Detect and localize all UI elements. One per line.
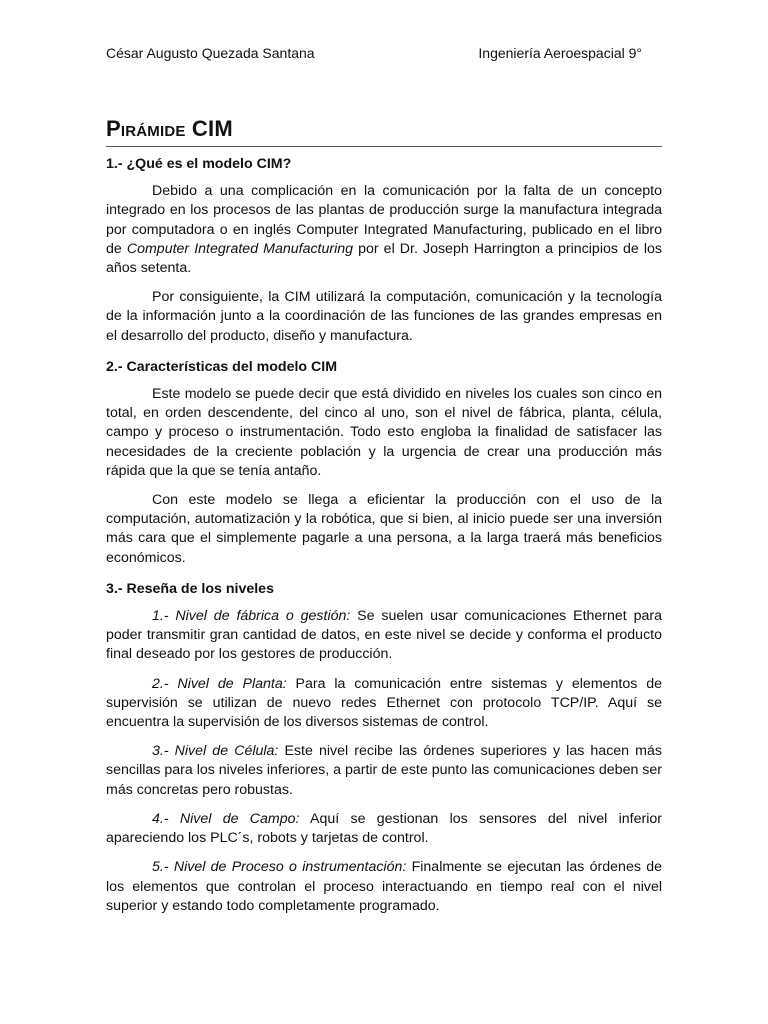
level-label: 3.- Nivel de Célula: — [152, 743, 279, 760]
level-text: Aquí se gestionan los sensores del nivel inferior apareciendo los PLC´s, robots y tarjetas de control. — [106, 810, 662, 847]
book-title: Computer Integrated Manufacturing — [126, 240, 354, 257]
level-label: 5.- Nivel de Proceso o instrumentación: — [152, 859, 407, 876]
level-3-paragraph — [106, 742, 662, 800]
level-4-paragraph — [106, 810, 662, 848]
document-title: Pirámide CIM — [106, 116, 662, 147]
level-label: 1.- Nivel de fábrica o gestión: — [152, 608, 351, 625]
section-2-paragraph-1: Este modelo se puede decir que está dividido en niveles los cuales son cinco en total, en orden descendente, del cinco al uno, son el nivel de fábrica, planta, célula, campo y proceso o instrumentación. Todo esto engloba la finalidad de satisfacer las necesidades de la creciente población y la urgencia de crear una producción más rápida que la que se tenía antaño. — [106, 386, 662, 479]
section-2-heading: 2.- Características del modelo CIM — [106, 358, 338, 375]
level-label: 2.- Nivel de Planta: — [152, 675, 287, 692]
level-text: Para la comunicación entre sistemas y elementos de supervisión se utilizan de nuevo redes Ethernet con protocolo TCP/IP. Aquí se encuentra la supervisión de los diversos sistemas de control. — [106, 675, 663, 731]
document-body — [106, 155, 662, 926]
section-1-paragraph-1 — [106, 182, 662, 278]
level-5-paragraph — [106, 858, 662, 916]
level-text: Se suelen usar comunicaciones Ethernet para poder transmitir gran cantidad de datos, en este nivel se decide y conforma el producto final deseado por los gestores de producción. — [106, 608, 662, 663]
level-text: Este nivel recibe las órdenes superiores y las hacen más sencillas para los niveles inferiores, a partir de este punto las comunicaciones deben ser más concretas pero robustas. — [106, 743, 662, 798]
level-1-paragraph — [106, 607, 662, 665]
section-3-heading: 3.- Reseña de los niveles — [106, 580, 274, 597]
author-name: César Augusto Quezada Santana — [106, 45, 315, 61]
section-1-paragraph-2: Por consiguiente, la CIM utilizará la computación, comunicación y la tecnología de la información junto a la coordinación de las funciones de las grandes empresas en el desarrollo del producto, diseño y manufactura. — [106, 289, 662, 344]
section-1-heading: 1.- ¿Qué es el modelo CIM? — [106, 156, 292, 172]
course-name: Ingeniería Aeroespacial 9° — [478, 45, 642, 61]
level-text: Finalmente se ejecutan las órdenes de los elementos que controlan el proceso interactuando en tiempo real con el nivel superior y estando todo completamente programado. — [106, 859, 662, 914]
level-2-paragraph — [106, 675, 662, 733]
page-header — [106, 45, 662, 61]
section-2-paragraph-2: Con este modelo se llega a eficientar la producción con el uso de la computación, automatización y la robótica, que si bien, al inicio puede ser una inversión más cara que el simplemente pagarle a una persona, a la larga traerá más beneficios económicos. — [106, 492, 662, 566]
paragraph-text: por el Dr. Joseph Harrington a principios de los años setenta. — [106, 240, 662, 277]
paragraph-text: Debido a una complicación en la comunicación por la falta de un concepto integrado en los procesos de las plantas de producción surge la manufactura integrada por computadora o en inglés Computer Integrated Manufacturing, publicado en el libro de — [106, 183, 662, 257]
level-label: 4.- Nivel de Campo: — [152, 810, 300, 827]
